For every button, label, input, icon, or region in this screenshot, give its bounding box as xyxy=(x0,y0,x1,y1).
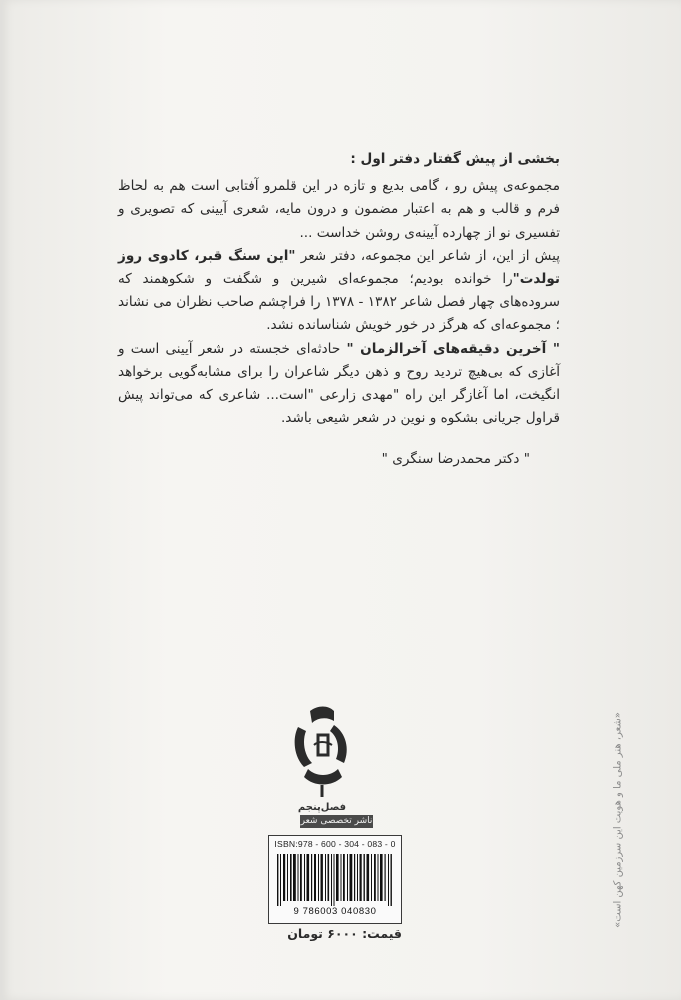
barcode-number: 9 786003 040830 xyxy=(293,906,377,917)
blurb-heading: بخشی از پیش گفتار دفتر اول : xyxy=(350,151,560,167)
publisher-tagline: ناشر تخصصی شعر xyxy=(300,816,373,826)
blurb-text xyxy=(118,148,560,472)
book-title-previous: "این سنگ قبر، کادوی روز تولدت" xyxy=(118,247,560,288)
vertical-motto xyxy=(610,700,626,940)
publisher-logo-graphic xyxy=(288,705,356,800)
price-label: قیمت: ۶۰۰۰ تومان xyxy=(287,926,402,941)
fasl-panjom-logo-icon xyxy=(288,705,356,800)
blurb-signature: " دکتر محمدرضا سنگری " xyxy=(381,451,530,468)
blurb-paragraph-3 xyxy=(118,338,560,431)
barcode-icon xyxy=(277,854,393,906)
vertical-motto-text: «شعر، هنر ملی ما و هویت این سرزمین کهن است» xyxy=(612,712,624,928)
book-title-current: " آخرین دقیقه‌های آخرالزمان " xyxy=(346,340,560,357)
barcode-box xyxy=(268,835,402,924)
blurb-p2-start: پیش از این، از شاعر این مجموعه، دفتر شعر xyxy=(295,247,560,264)
isbn-label: ISBN:978 - 600 - 304 - 083 - 0 xyxy=(274,839,396,849)
blurb-paragraph-1: مجموعه‌ی پیش رو ، گامی بدیع و تازه در این قلمرو آفتابی است هم به لحاظ فرم و قالب و هم به اعتبار مضمون و درون مایه، شعری آیینی که تصویری و تفسیری نو از چهارده آیینه‌ی روشن خداست ... xyxy=(118,178,560,241)
publisher-name: فصل‌پنجم xyxy=(297,802,347,813)
blurb-p2-end: را خوانده بودیم؛ مجموعه‌ای شیرین و شگفت و شکوهمند که سروده‌های چهار فصل شاعر ۱۳۸۲ - ۱۳۷۸ را فراچشم صاحب نظران می نشاند ؛ مجموعه‌ای که هرگز در خور خویش شناسانده نشد. xyxy=(118,271,560,334)
blurb-paragraph-2 xyxy=(118,245,560,338)
blurb-p3-rest: حادثه‌ای خجسته در شعر آیینی است و آغازی که بی‌هیچ تردید روح و ذهن دیگر شاعران را برای مشابه‌گویی برخواهد انگیخت، اما آغازگر این راه "مهدی زارعی "است... شاعری که می‌تواند پیش قراول جریانی بشکوه و نوین در شعر شیعی باشد. xyxy=(118,340,560,427)
